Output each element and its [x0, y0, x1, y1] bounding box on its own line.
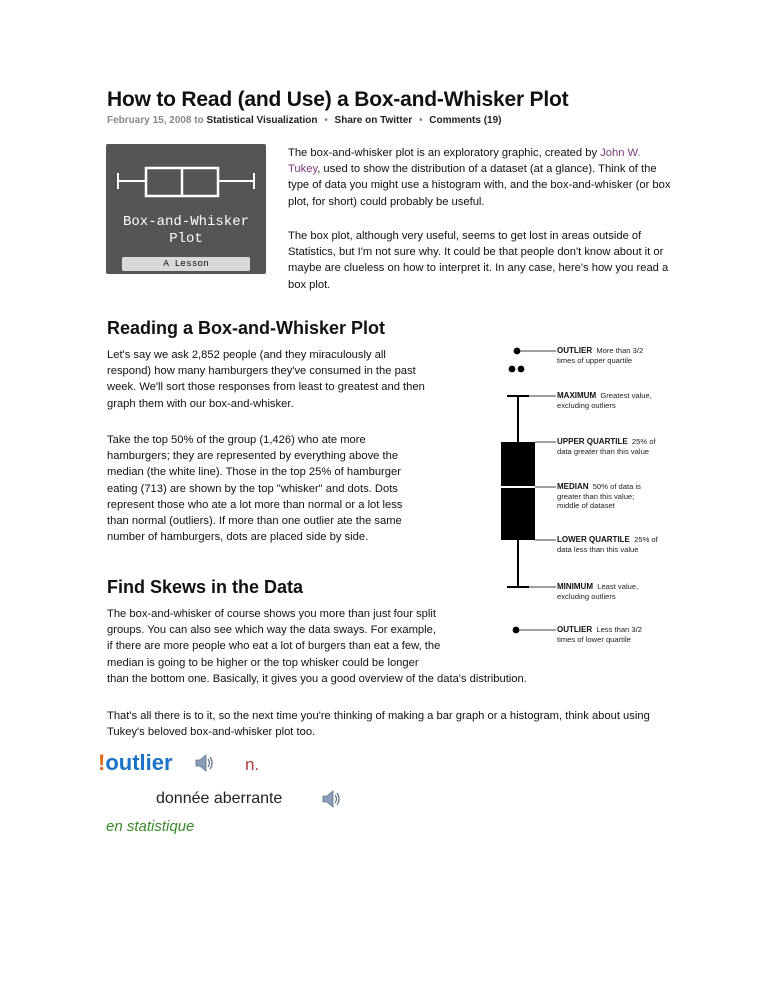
thumbnail-title [106, 214, 266, 248]
intro-paragraph-2: The box plot, although very useful, seems to get lost in areas outside of Statistics, but I'm not sure why. It could be that people don't know about it or maybe are clueless on how to interpret it. In any case, here's how you read a box plot. [288, 230, 669, 291]
annotation-maximum [557, 391, 672, 410]
annotation-label: MEDIAN [557, 482, 589, 491]
upper-outlier-dot [518, 366, 525, 373]
annotation-desc: times of lower quartile [557, 634, 631, 644]
annotation-desc: greater than this value; [557, 491, 635, 501]
meta-separator: • [324, 115, 328, 126]
upper-outlier-dot [514, 348, 521, 355]
section1-paragraph-1: Let's say we ask 2,852 people (and they miraculously all respond) how many hamburgers they've consumed in the past week. We'll sort those responses from least to greatest and then graph them with our box-and-whisker. [107, 349, 425, 410]
post-date: February 15, 2008 to [107, 115, 204, 126]
annotation-desc: Least value, [597, 582, 639, 591]
intro-text: , used to show the distribution of a dataset (at a glance). Think of the type of data you might use a histogram with, and the box-and-whisker (or box plot, for short) could probably be useful. [288, 163, 671, 208]
annotation-label: LOWER QUARTILE [557, 535, 630, 544]
section1-paragraph-2: Take the top 50% of the group (1,426) who ate more hamburgers; they are represented by everything above the median (the white line). Those in the top 25% of hamburger eating (713) are shown by the top "whisker" and dots. Dots represent those who ate a lot more than normal or a lot less than normal (outliers). If more than one outlier ate the same number of hamburgers, dots are placed side by side. [107, 434, 403, 544]
annotation-desc: Less than 3/2 [596, 625, 642, 634]
lower-outlier-dot [513, 627, 520, 634]
section-heading-skews: Find Skews in the Data [107, 577, 304, 597]
dictionary-headword [98, 750, 173, 780]
intro-text: The box-and-whisker plot is an exploratory graphic, created by [288, 147, 601, 159]
box-plot-diagram [496, 340, 566, 640]
share-twitter-link[interactable]: Share on Twitter [334, 115, 413, 126]
meta-separator: • [418, 115, 423, 126]
annotation-desc: excluding outliers [557, 400, 616, 410]
annotation-desc: 25% of [634, 535, 658, 544]
annotation-desc: excluding outliers [557, 591, 616, 601]
annotation-upper-outlier [557, 346, 672, 365]
annotation-upper-quartile [557, 437, 677, 456]
speaker-icon[interactable] [193, 752, 215, 774]
thumbnail-title-line1: Box-and-Whisker [122, 214, 250, 230]
annotation-desc: 25% of [631, 437, 656, 446]
comments-link[interactable]: Comments (19) [429, 115, 502, 126]
thumbnail-badge: A Lesson [122, 257, 250, 271]
section2-paragraph [107, 606, 667, 686]
annotation-label: MAXIMUM [557, 391, 597, 400]
annotation-desc: middle of dataset [557, 501, 615, 511]
page-title: How to Read (and Use) a Box-and-Whisker Plot [107, 88, 569, 111]
usage-category: en statistique [106, 818, 195, 835]
part-of-speech: n. [245, 755, 260, 774]
annotation-desc: More than 3/2 [596, 346, 644, 355]
annotation-label: UPPER QUARTILE [557, 437, 628, 446]
john-tukey-link[interactable]: John W. Tukey [288, 147, 641, 176]
section2-text: The box-and-whisker of course shows you more than just four split groups. You can also see which way the data sways. For example, if there are more people who eat a lot of burgers than eat a few, the median is going to be higher or the top whisker could be longer than the bottom one. Basically, it gives you a good overview of the data's distribution. [107, 608, 527, 685]
annotation-desc: data greater than this value [557, 446, 650, 456]
lesson-thumbnail [106, 144, 266, 274]
annotation-lower-outlier [557, 625, 672, 644]
annotation-label: OUTLIER [557, 346, 593, 355]
closing-paragraph: That's all there is to it, so the next time you're thinking of making a bar graph or a histogram, think about using Tukey's beloved box-and-whisker plot too. [107, 710, 650, 739]
annotation-desc: Greatest value, [600, 391, 652, 400]
exclamation-mark: ! [98, 750, 106, 775]
annotation-minimum [557, 582, 672, 601]
headword: outlier [105, 750, 173, 775]
article-meta [107, 115, 501, 126]
annotation-desc: data less than this value [557, 544, 639, 554]
translation: donnée aberrante [156, 790, 283, 807]
annotation-median [557, 482, 672, 511]
annotation-desc: 50% of data is [592, 482, 641, 491]
annotation-desc: times of upper quartile [557, 355, 633, 365]
annotation-label: MINIMUM [557, 582, 593, 591]
thumbnail-title-line2: Plot [169, 231, 203, 247]
quartile-box [501, 442, 535, 540]
category-link[interactable]: Statistical Visualization [206, 115, 318, 126]
annotation-label: OUTLIER [557, 625, 593, 634]
section-heading-reading: Reading a Box-and-Whisker Plot [107, 318, 386, 338]
intro-paragraph-1 [288, 145, 672, 210]
annotation-lower-quartile [557, 535, 682, 554]
upper-outlier-dot [509, 366, 516, 373]
speaker-icon[interactable] [320, 788, 342, 810]
